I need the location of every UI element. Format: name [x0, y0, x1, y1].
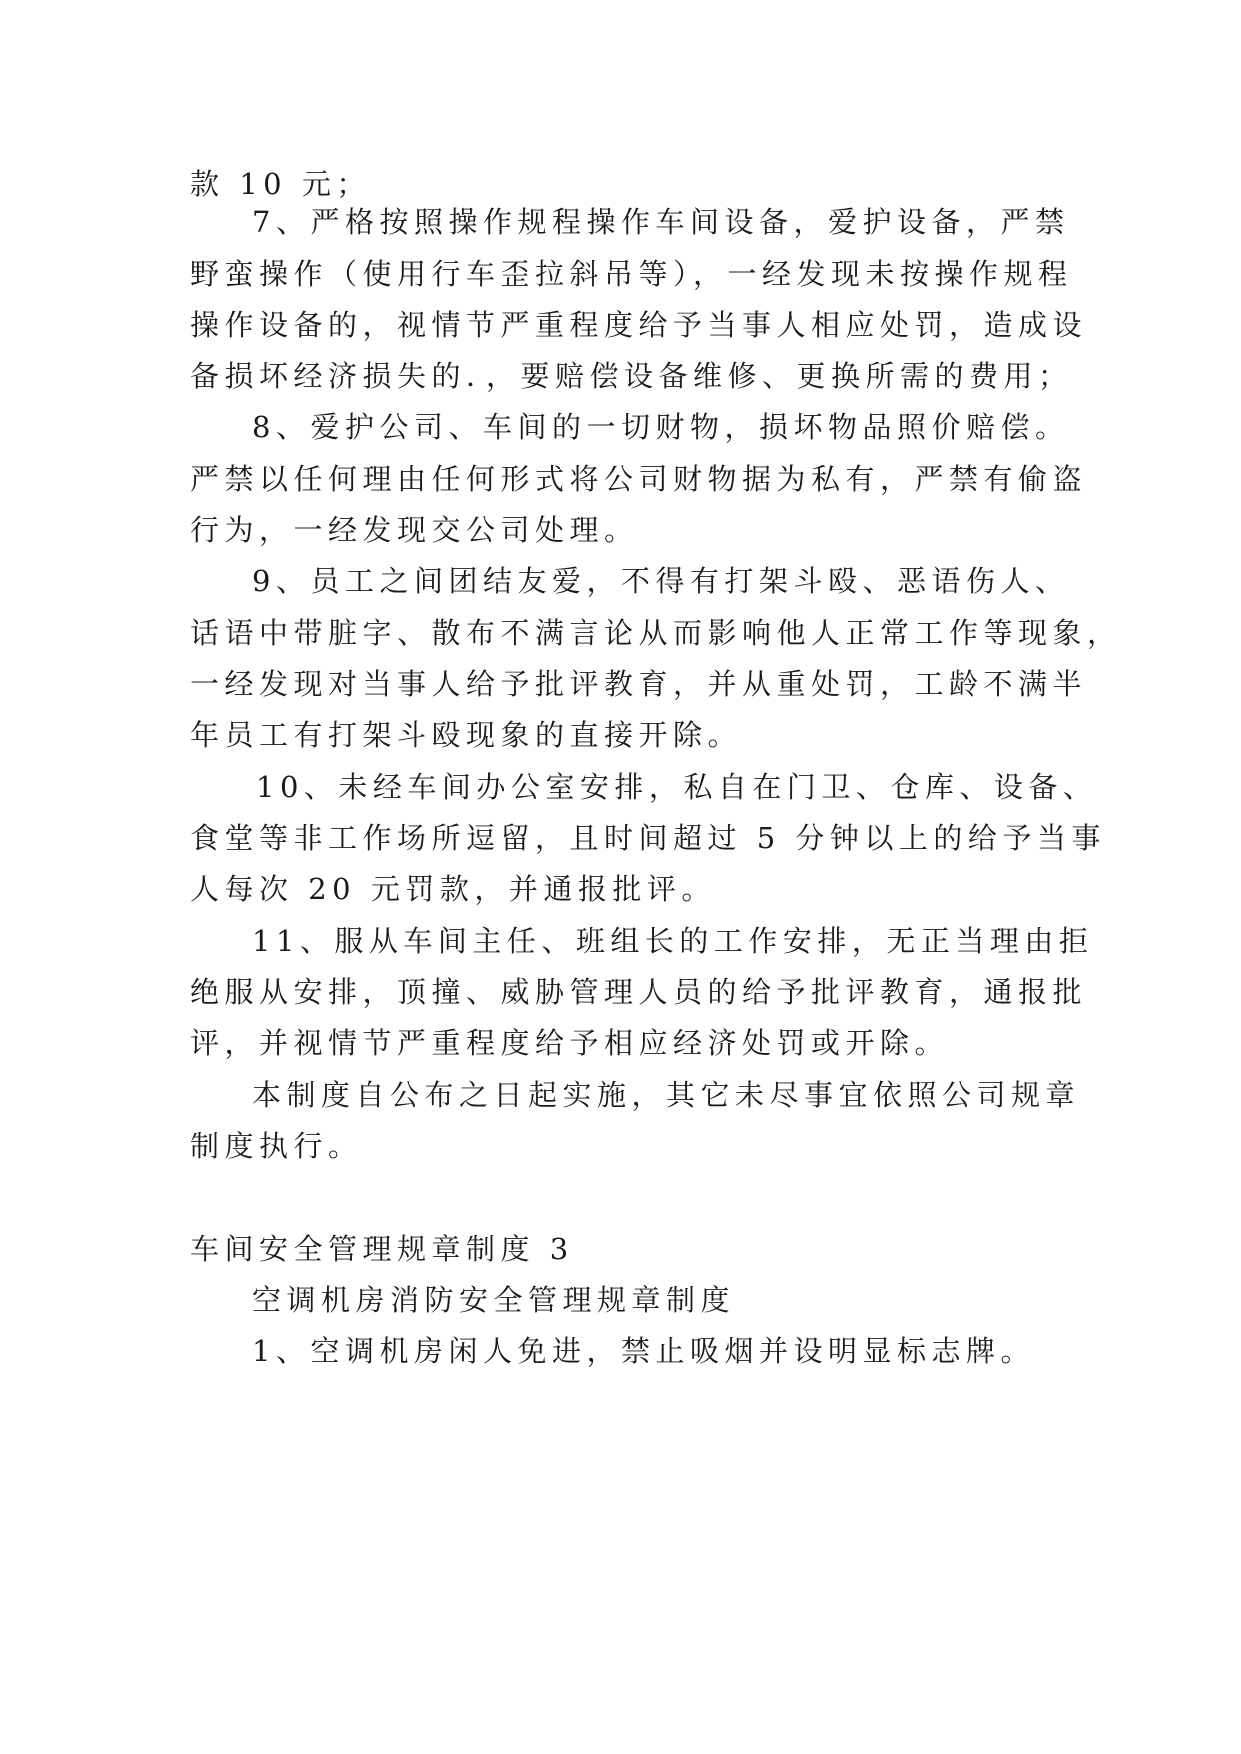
clause-8-text: 8、爱护公司、车间的一切财物，损坏物品照价赔偿。 — [252, 410, 1070, 444]
clause-10-text: 10、未经车间办公室安排，私自在门卫、仓库、设备、 — [256, 770, 1098, 804]
body-text-line: 严禁以任何理由任何形式将公司财物据为私有，严禁有偷盗 — [190, 462, 1088, 496]
body-text-line: 野蛮操作（使用行车歪拉斜吊等），一经发现未按操作规程 — [190, 257, 1073, 291]
body-text-line: 绝服从安排，顶撞、威胁管理人员的给予批评教育，通报批 — [190, 975, 1088, 1009]
body-text-line: 操作设备的，视情节严重程度给予当事人相应处罚，造成设 — [190, 308, 1088, 342]
closing-statement: 本制度自公布之日起实施，其它未尽事宜依照公司规章 — [252, 1078, 1081, 1112]
body-text-line: 评，并视情节严重程度给予相应经济处罚或开除。 — [190, 1026, 950, 1060]
body-text-line: 一经发现对当事人给予批评教育，并从重处罚，工龄不满半 — [190, 667, 1088, 701]
section-heading: 车间安全管理规章制度 3 — [190, 1232, 574, 1266]
body-text-line: 制度执行。 — [190, 1129, 363, 1163]
section-subtitle: 空调机房消防安全管理规章制度 — [252, 1283, 736, 1317]
clause-11-text: 11、服从车间主任、班组长的工作安排，无正当理由拒 — [252, 924, 1094, 958]
clause-9-text: 9、员工之间团结友爱，不得有打架斗殴、恶语伤人、 — [252, 564, 1070, 598]
body-text-line: 话语中带脏字、散布不满言论从而影响他人正常工作等现象， — [190, 616, 1122, 650]
body-text-line: 年员工有打架斗殴现象的直接开除。 — [190, 718, 743, 752]
body-text-line: 食堂等非工作场所逗留，且时间超过 5 分钟以上的给予当事 — [190, 821, 1106, 855]
clause-1-text: 1、空调机房闲人免进，禁止吸烟并设明显标志牌。 — [252, 1334, 1035, 1368]
body-text-line: 款 10 元； — [190, 167, 371, 201]
clause-7-text: 7、严格按照操作规程操作车间设备，爱护设备，严禁 — [252, 205, 1070, 239]
body-text-line: 人每次 20 元罚款，并通报批评。 — [190, 872, 716, 906]
body-text-line: 备损坏经济损失的．，要赔偿设备维修、更换所需的费用； — [190, 359, 1073, 393]
body-text-line: 行为，一经发现交公司处理。 — [190, 513, 639, 547]
